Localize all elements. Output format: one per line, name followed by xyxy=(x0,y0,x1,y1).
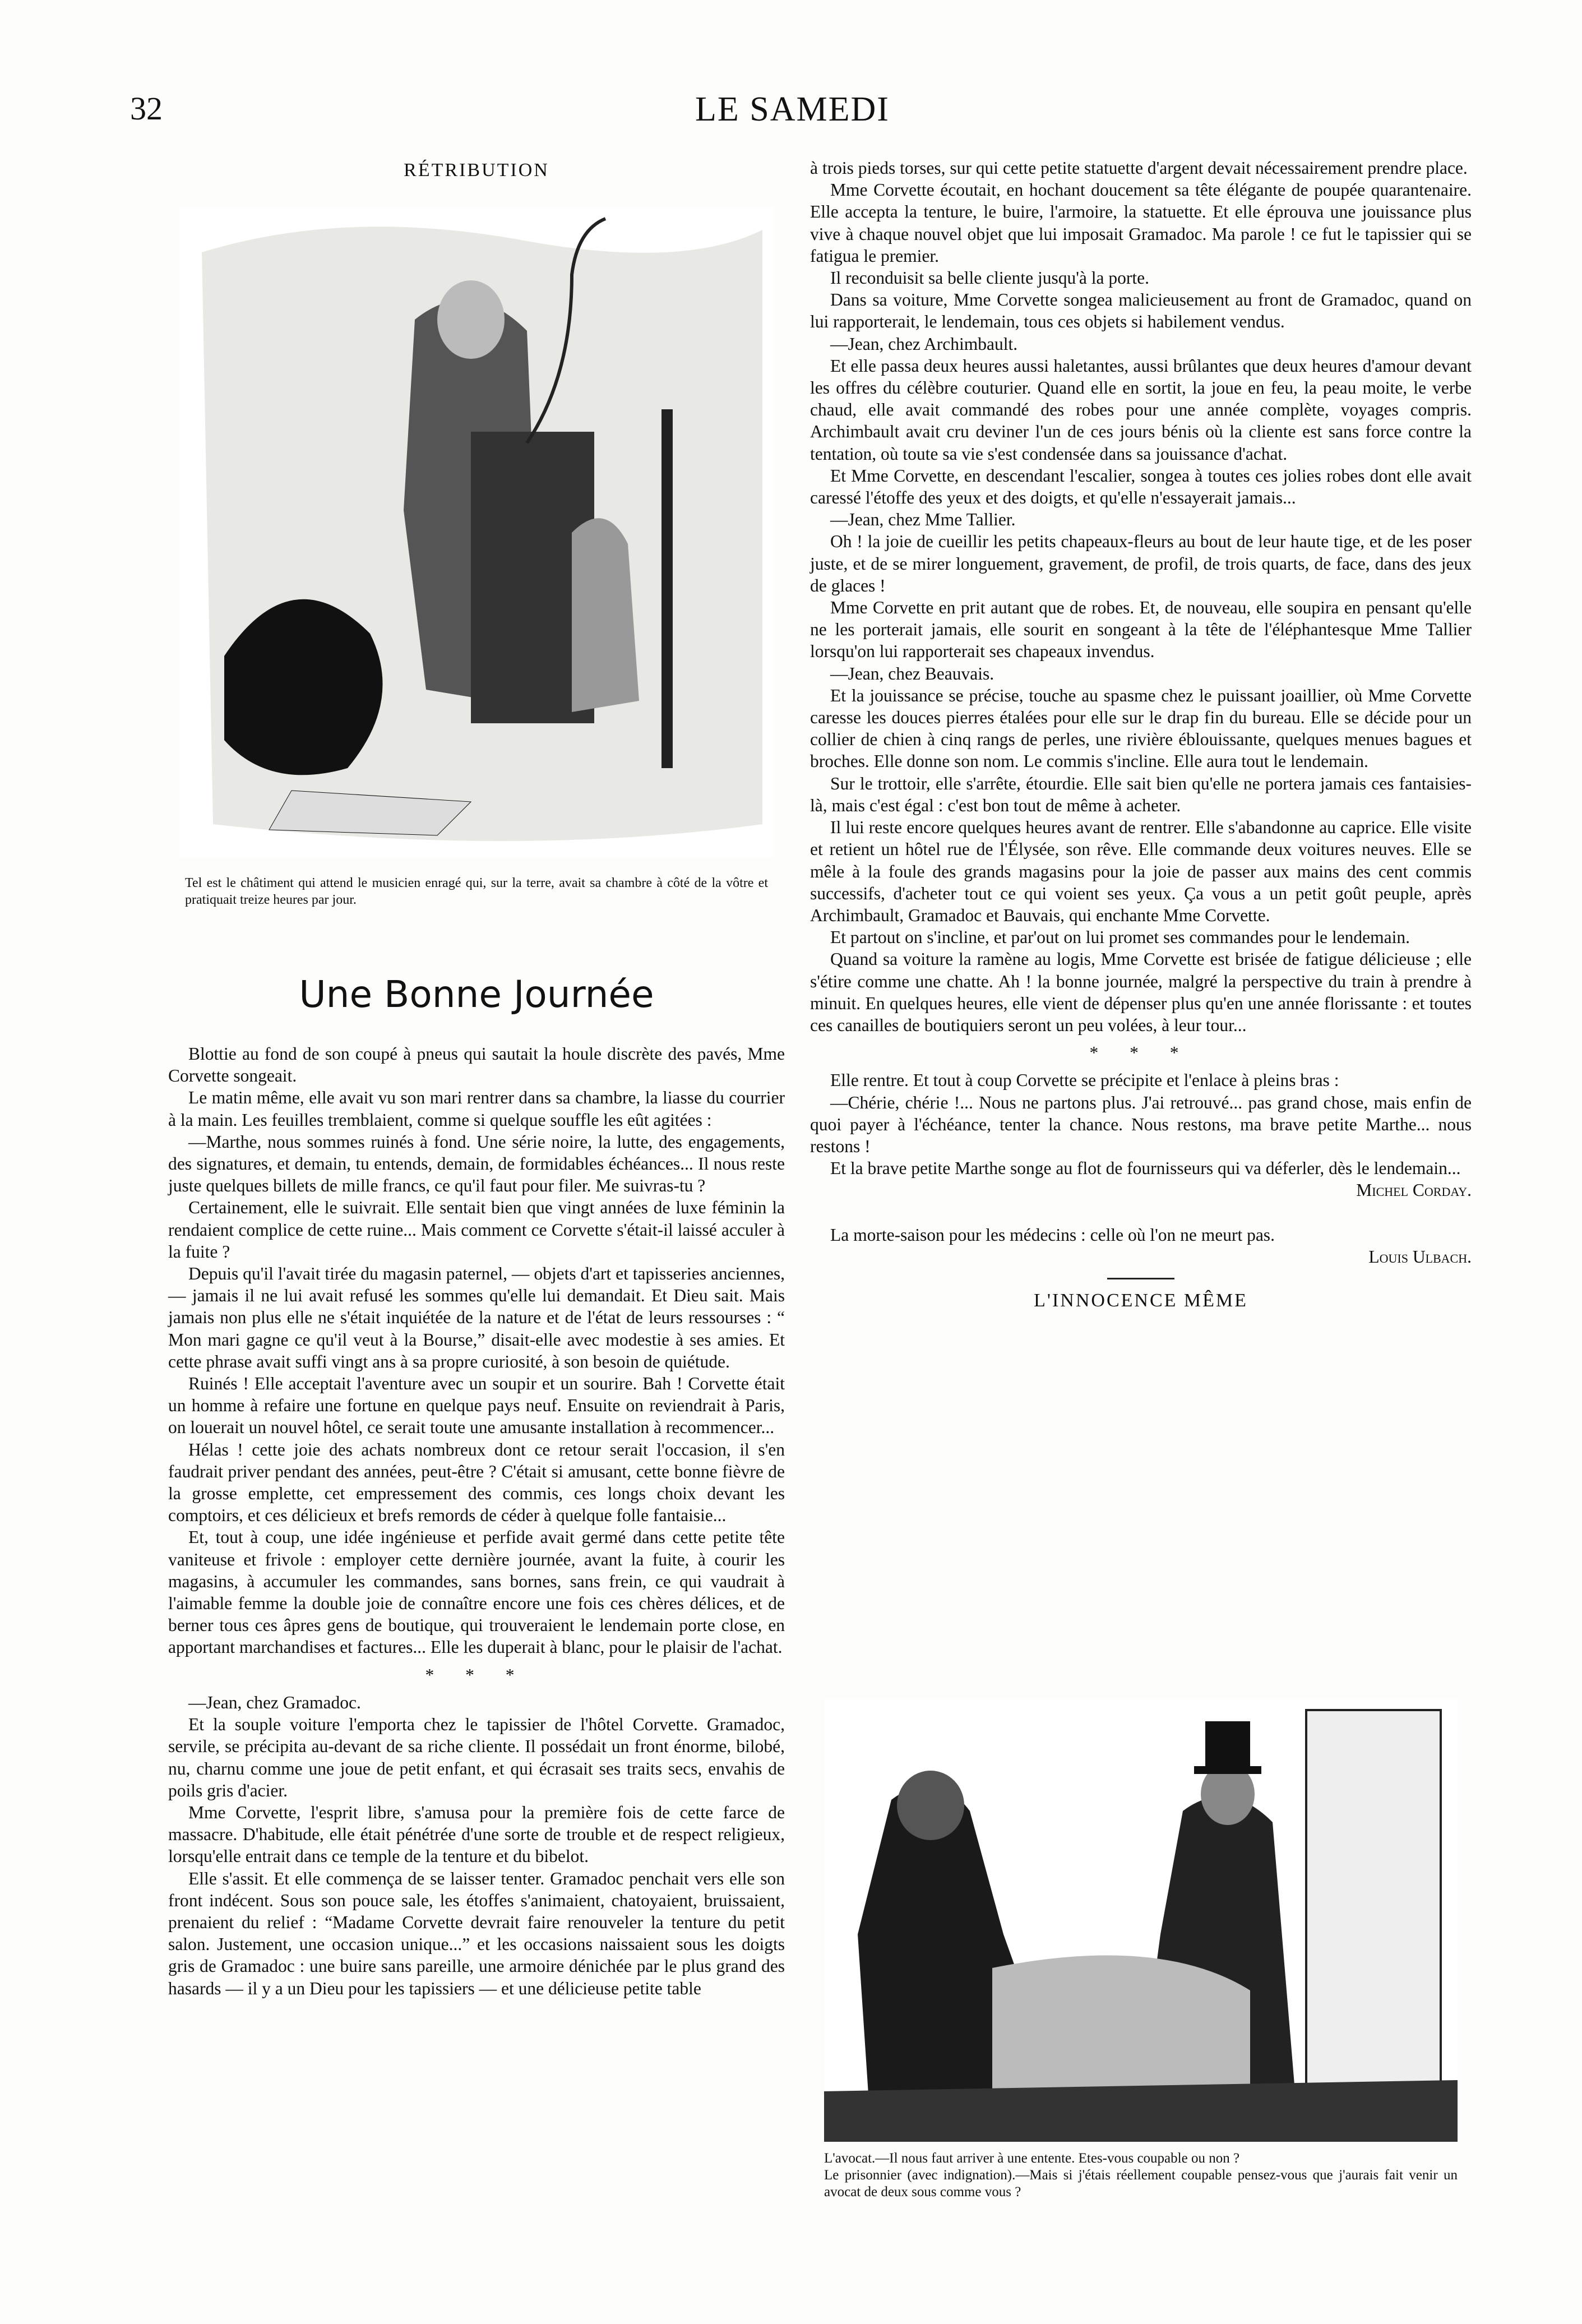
paragraph: Elle rentre. Et tout à coup Corvette se précipite et l'enlace à pleins bras : xyxy=(830,1070,1339,1091)
paragraph: —Marthe, nous sommes ruinés à fond. Une série noire, la lutte, des engagements, des signatures, et demain, tu entends, demain, de formidables échéances... Il nous reste juste quelques billets de mille francs, ce qu'il faut pour filer. Me suivras-tu ? xyxy=(168,1131,785,1196)
section-break: * * * xyxy=(425,1665,528,1685)
paragraph: Depuis qu'il l'avait tirée du magasin paternel, — objets d'art et tapisseries anciennes, — jamais il ne lui avait refusé les sommes qu'elle lui demandait. Et Dieu sait. Mais jamais non plus elle ne s'était inquiétée de la nature et de l'état de leurs ressourses : “ Mon mari gagne ce qu'il veut à la Bourse,” disait-elle avec modestie à ses amies. Et cette phrase avait suffi vingt ans à sa propre curiosité, à son besoin de quiétude. xyxy=(168,1264,785,1371)
paragraph: Le matin même, elle avait vu son mari rentrer dans sa chambre, la liasse du courrier à la main. Les feuilles tremblaient, comme si quelque souffle les eût agitées : xyxy=(168,1088,785,1130)
illustration-title: RÉTRIBUTION xyxy=(404,160,549,181)
caption-line: L'avocat.—Il nous faut arriver à une entente. Etes-vous coupable ou non ? xyxy=(824,2151,1240,2166)
paragraph: Et la souple voiture l'emporta chez le tapissier de l'hôtel Corvette. Gramadoc, servile, se précipita au-devant de sa riche cliente. Il possédait un front énorme, bilobé, nu, charnu comme une joue de petit enfant, et qui écrasait ses traits secs, envahis de poils gris d'acier. xyxy=(168,1715,785,1800)
paragraph: Ruinés ! Elle acceptait l'aventure avec un soupir et un sourire. Bah ! Corvette était un homme à refaire une fortune en quelque pays neuf. Ensuite on reviendrait à Paris, on louerait un nouvel hôtel, ce serait toute une amusante installation à recommencer... xyxy=(168,1374,785,1438)
paragraph: —Jean, chez Beauvais. xyxy=(830,663,994,683)
paragraph: Et la brave petite Marthe songe au flot de fournisseurs qui va déferler, dès le lendemain... xyxy=(830,1158,1461,1179)
quip-author: Louis Ulbach. xyxy=(1368,1246,1472,1267)
paragraph: —Jean, chez Archimbault. xyxy=(830,334,1018,354)
paragraph: Mme Corvette en prit autant que de robes. Et, de nouveau, elle soupira en pensant qu'elle ne les porterait jamais, elle sourit en songeant à la tête de l'éléphantesque Mme Tallier lorsqu'on lui rapporterait ses chapeaux invendus. xyxy=(810,598,1472,662)
paragraph: Et partout on s'incline, et par'out on lui promet ses commandes pour le lendemain. xyxy=(830,927,1410,948)
divider xyxy=(1107,1278,1174,1279)
paragraph: Mme Corvette, l'esprit libre, s'amusa pour la première fois de cette farce de massacre. D'habitude, elle était pénétrée d'une sorte de trouble et de respect religieux, lorsqu'elle entrait dans ce temple de la tenture et du bibelot. xyxy=(168,1802,785,1866)
caption-line: Le prisonnier (avec indignation).—Mais si j'étais réellement coupable pensez-vous que j'aurais fait venir un avocat de deux sous comme vous ? xyxy=(824,2168,1458,2200)
paragraph: Et elle passa deux heures aussi haletantes, aussi brûlantes que deux heures d'amour devant les offres du célèbre couturier. Quand elle en sortit, la joue en feu, la peau moite, le verbe chaud, elle avait commandé des robes pour une année complète, voyages compris. Archimbault avait cru deviner l'un de ces jours bénis où la cliente est sans force contre la tentation, où toute sa vie s'est condensée dans sa jouissance d'achat. xyxy=(810,355,1472,464)
paragraph: Oh ! la joie de cueillir les petits chapeaux-fleurs au bout de leur haute tige, et de les poser juste, et de se mirer longuement, gravement, de profil, de trois quarts, de face, dans des jeux de glaces ! xyxy=(810,532,1472,595)
illustration-caption: Tel est le châtiment qui attend le musicien enragé qui, sur la terre, avait sa chambre à côté de la vôtre et pratiquait treize heures par jour. xyxy=(185,876,768,907)
story-column-right xyxy=(810,157,1472,1311)
paragraph: Et, tout à coup, une idée ingénieuse et perfide avait germé dans cette petite tête vaniteuse et frivole : employer cette dernière journée, avant la fuite, à courir les magasins, à accumuler les commandes, sans bornes, sans frein, ce qui vaudrait à l'aimable femme la double joie de connaître encore une fois ces chères délices, et de berner tous ces âpres gens de boutique, qui trouveraient le lendemain porte close, en apportant marchandises et factures... Elle les duperait à blanc, pour le plaisir de l'achat. xyxy=(168,1527,785,1657)
paragraph: Et la jouissance se précise, touche au spasme chez le puissant joaillier, où Mme Corvette caresse les douces pierres étalées pour elle sur le drap fin du bureau. Elle se décide pour un collier de chien à cinq rangs de perles, une rivière éblouissante, quelques menues bagues et broches. Elle donne son nom. Le commis s'incline. Elle aura tout le lendemain. xyxy=(810,685,1472,771)
paragraph: Blottie au fond de son coupé à pneus qui sautait la houle discrète des pavés, Mme Corvette songeait. xyxy=(168,1044,785,1086)
retribution-illustration xyxy=(179,207,774,858)
illustration-title: L'INNOCENCE MÊME xyxy=(1034,1290,1248,1311)
paragraph: Il lui reste encore quelques heures avant de rentrer. Elle s'abandonne au caprice. Elle visite et retient un hôtel rue de l'Élysée, son rêve. Elle commande deux voitures neuves. Elle se mêle à la foule des grands magasins pour la joie de passer aux mains des cent commis successifs, d'acheter tout ce qui voient ses yeux. Ça vous a un petit goût peuple, après Archimbault, Gramadoc et Bauvais, qui enchante Mme Corvette. xyxy=(810,817,1472,925)
paragraph: Sur le trottoir, elle s'arrête, étourdie. Elle sait bien qu'elle ne portera jamais ces fantaisies-là, mais c'est égal : c'est bon tout de même à acheter. xyxy=(810,773,1472,815)
paragraph: à trois pieds torses, sur qui cette petite statuette d'argent devait nécessairement prendre place. xyxy=(810,158,1468,178)
paragraph: Mme Corvette écoutait, en hochant doucement sa tête élégante de poupée quarantenaire. Elle accepta la tenture, le buire, l'armoire, la statuette. Et elle éprouva une jouissance plus vive à chaque nouvel objet que lui imposait Gramadoc. Ma parole ! ce fut le tapissier qui se fatigua le premier. xyxy=(810,180,1472,266)
page-number: 32 xyxy=(130,90,163,127)
paragraph: Certainement, elle le suivrait. Elle sentait bien que vingt années de luxe féminin la rendaient complice de cette ruine... Mais comment ce Corvette s'était-il laissé acculer à la fuite ? xyxy=(168,1198,785,1262)
paragraph: —Chérie, chérie !... Nous ne partons plus. J'ai retrouvé... pas grand chose, mais enfin de quoi payer à l'échéance, tenter la chance. Nous restons, ma brave petite Marthe... nous restons ! xyxy=(810,1092,1472,1156)
paragraph: Hélas ! cette joie des achats nombreux dont ce retour serait l'occasion, il s'en faudrait priver pendant des années, peut-être ? C'était si amusant, cette bonne fièvre de la grosse emplette, cet empressement des commis, ces longs choix devant les comptoirs, et ces délicieux et brefs remords de céder à quelque folle fantaisie... xyxy=(168,1439,785,1526)
paragraph: Quand sa voiture la ramène au logis, Mme Corvette est brisée de fatigue délicieuse ; elle s'étire comme une chatte. Ah ! la bonne journée, malgré la perspective du train à prendre à minuit. En quelques heures, elle vient de dépenser plus qu'en une année florissante : et toutes ces canailles de boutiquiers seront un peu volées, à leur tour... xyxy=(810,949,1472,1035)
author-signature: Michel Corday. xyxy=(1356,1180,1472,1200)
paragraph: Et Mme Corvette, en descendant l'escalier, songea à toutes ces jolies robes dont elle avait caressé l'étoffe des yeux et des doigts, et qu'elle n'essayerait jamais... xyxy=(810,465,1472,508)
paragraph: Dans sa voiture, Mme Corvette songea malicieusement au front de Gramadoc, quand on lui rapporterait, le lendemain, tous ces objets si habilement vendus. xyxy=(810,290,1472,332)
paragraph: Il reconduisit sa belle cliente jusqu'à la porte. xyxy=(830,268,1149,288)
story-title: Une Bonne Journée xyxy=(299,973,654,1016)
paragraph: —Jean, chez Mme Tallier. xyxy=(830,510,1016,530)
paragraph: Elle s'assit. Et elle commença de se laisser tenter. Gramadoc penchait vers elle son front indécent. Sous son pouce sale, les étoffes s'animaient, chatoyaient, bruissaient, prenaient du relief : “Madame Corvette devrait faire renouveler la tenture du petit salon. Justement, une occasion unique...” et les occasions naissaient sous les doigts gris de Gramadoc : une buire sans pareille, une armoire dénichée par le plus grand des hasards — il y a un Dieu pour les tapissiers — et une délicieuse petite table xyxy=(168,1868,785,1998)
innocence-illustration xyxy=(824,1699,1458,2142)
illustration-caption xyxy=(824,2150,1458,2201)
section-break: * * * xyxy=(1089,1043,1192,1063)
journal-title: LE SAMEDI xyxy=(695,90,890,128)
quip-text: La morte-saison pour les médecins : celle où l'on ne meurt pas. xyxy=(830,1225,1275,1245)
paragraph: —Jean, chez Gramadoc. xyxy=(188,1692,361,1712)
story-column-left xyxy=(168,1043,785,1999)
